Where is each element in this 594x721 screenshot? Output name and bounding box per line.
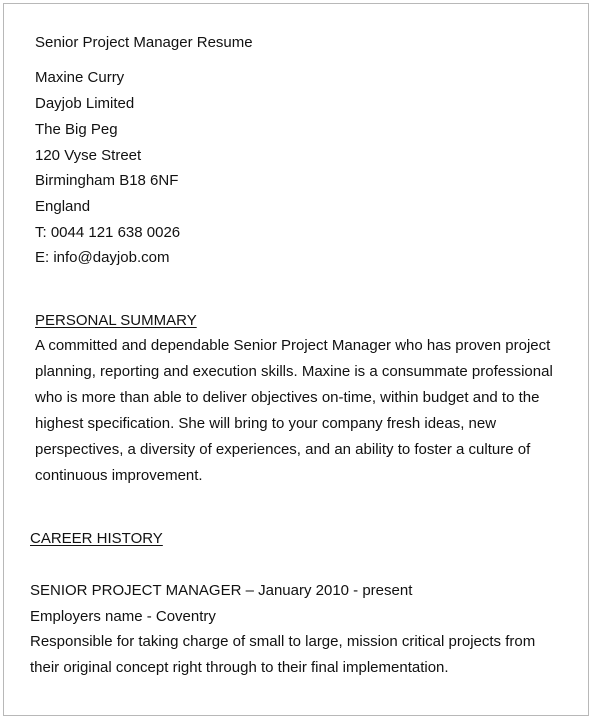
- contact-name: Maxine Curry: [35, 69, 125, 86]
- job-description-line: Responsible for taking charge of small to large, mission critical projects from: [30, 633, 536, 650]
- contact-city: Birmingham B18 6NF: [35, 172, 179, 189]
- job-description-line: their original concept right through to their final implementation.: [30, 659, 449, 676]
- contact-company: Dayjob Limited: [35, 95, 135, 112]
- contact-building: The Big Peg: [35, 121, 118, 138]
- summary-line: planning, reporting and execution skills. Maxine is a consummate professional: [35, 363, 553, 380]
- summary-line: A committed and dependable Senior Project Manager who has proven project: [35, 337, 551, 354]
- personal-summary-heading: PERSONAL SUMMARY: [35, 312, 197, 329]
- summary-line: highest specification. She will bring to your company fresh ideas, new: [35, 415, 497, 432]
- contact-phone: T: 0044 121 638 0026: [35, 224, 181, 241]
- contact-street: 120 Vyse Street: [35, 147, 142, 164]
- job-employer: Employers name - Coventry: [30, 608, 216, 625]
- summary-line: continuous improvement.: [35, 467, 203, 484]
- summary-line: who is more than able to deliver objectives on-time, within budget and to the: [35, 389, 540, 406]
- job-role: SENIOR PROJECT MANAGER – January 2010 - present: [30, 582, 413, 599]
- resume-page: [3, 3, 589, 716]
- contact-country: England: [35, 198, 91, 215]
- career-history-heading: CAREER HISTORY: [30, 530, 163, 547]
- document-title: Senior Project Manager Resume: [35, 34, 253, 51]
- contact-email: E: info@dayjob.com: [35, 249, 170, 266]
- summary-line: perspectives, a diversity of experiences, and an ability to foster a culture of: [35, 441, 531, 458]
